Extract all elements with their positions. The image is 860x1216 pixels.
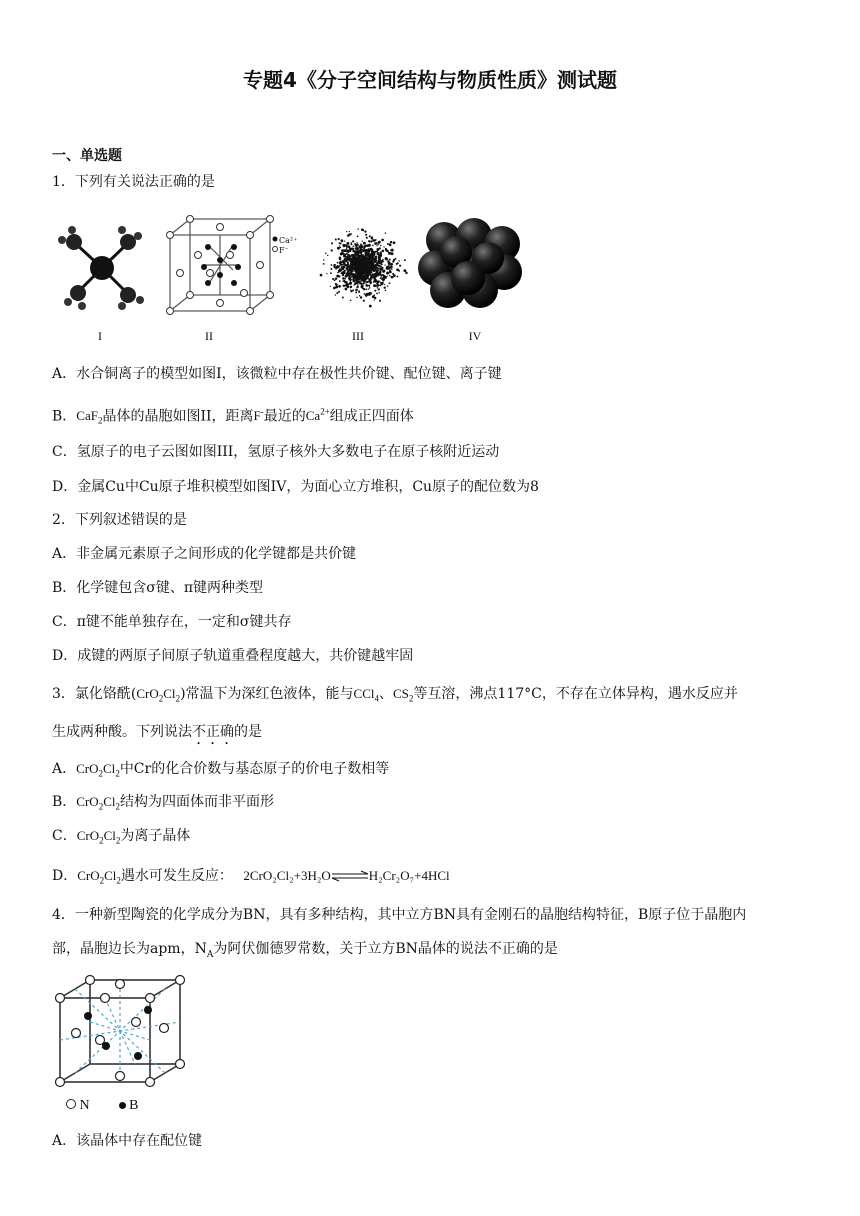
section-heading: 一、单选题 xyxy=(52,148,122,164)
figure-label-2: II xyxy=(205,329,213,343)
emphasized-text: 不正确 xyxy=(192,724,234,740)
q1-option-d: D．金属Cu中Cu原子堆积模型如图IV，为面心立方堆积，Cu原子的配位数为8 xyxy=(52,479,539,495)
q1-option-b: B．CaF$_2$晶体的晶胞如图II，距离F-最近的$Ca^{2+}$组成正四面体 xyxy=(52,407,414,426)
figure-hydrated-copper-ion xyxy=(50,218,150,318)
legend-n: N xyxy=(79,1098,90,1113)
b-atom-icon xyxy=(119,1102,126,1109)
legend-b: B xyxy=(129,1098,139,1113)
q3-option-d: D．$CrO_2Cl_2$遇水可发生反应： 2CrO₂Cl₂+3H₂O H₂Cr₂O₇+4HCl xyxy=(52,868,450,886)
caf2-legend xyxy=(279,236,297,256)
reaction-reactants: 2CrO₂Cl₂+3H₂O xyxy=(243,868,331,883)
q2-stem: 2．下列叙述错误的是 xyxy=(52,512,187,528)
q3-option-a: A．$CrO_2Cl_2$中Cr的化合价数与基态原子的价电子数相等 xyxy=(52,761,390,779)
q2-option-c: C．π键不能单独存在，一定和σ键共存 xyxy=(52,614,292,630)
q3-option-c: C．$CrO_2Cl_2$为离子晶体 xyxy=(52,828,191,846)
q1-option-c: C．氢原子的电子云图如图III，氢原子核外大多数电子在原子核附近运动 xyxy=(52,444,500,460)
q4-stem-line1: 4．一种新型陶瓷的化学成分为BN，具有多种结构，其中立方BN具有金刚石的晶胞结构特征，B原子位于晶胞内 xyxy=(52,907,747,923)
figure-label-1: I xyxy=(98,329,102,343)
figure-cubic-bn-cell xyxy=(56,978,186,1088)
figure-hydrogen-electron-cloud xyxy=(312,215,414,317)
q3-stem-line2: 生成两种酸。下列说法不正确的是 xyxy=(52,724,262,740)
reaction-products: H₂Cr₂O₇+4HCl xyxy=(368,868,450,883)
q4-option-a: A．该晶体中存在配位键 xyxy=(52,1133,203,1149)
q1-option-a: A．水合铜离子的模型如图I，该微粒中存在极性共价键、配位键、离子键 xyxy=(52,366,502,382)
q2-option-b: B．化学键包含σ键、π键两种类型 xyxy=(52,580,264,596)
figure-caf2-unit-cell xyxy=(168,215,278,315)
q2-option-d: D．成键的两原子间原子轨道重叠程度越大，共价键越牢固 xyxy=(52,648,414,664)
page-title: 专题4《分子空间结构与物质性质》测试题 xyxy=(243,68,617,92)
q1-stem: 1．下列有关说法正确的是 xyxy=(52,174,215,190)
q3-option-b: B．$CrO_2Cl_2$结构为四面体而非平面形 xyxy=(52,794,274,812)
q3-stem-line1: 3．氯化铬酰$(CrO_2Cl_2)$常温下为深红色液体，能与CCl$_4$、$CS_2$等互溶，沸点117°C，不存在立体异构，遇水反应并 xyxy=(52,686,738,704)
legend-f-ion: F⁻ xyxy=(279,246,289,255)
n-atom-icon xyxy=(66,1099,76,1109)
equilibrium-arrow-icon xyxy=(331,871,369,881)
bn-legend xyxy=(66,1098,138,1114)
q4-stem-line2: 部，晶胞边长为apm，$N_A$为阿伏伽德罗常数，关于立方BN晶体的说法不正确的是 xyxy=(52,941,558,960)
figure-cu-close-packing xyxy=(418,218,524,310)
legend-ca-ion: Ca²⁺ xyxy=(279,236,298,245)
figure-label-4: IV xyxy=(468,329,482,343)
figure-label-3: III xyxy=(352,329,364,343)
q2-option-a: A．非金属元素原子之间形成的化学键都是共价键 xyxy=(52,546,357,562)
